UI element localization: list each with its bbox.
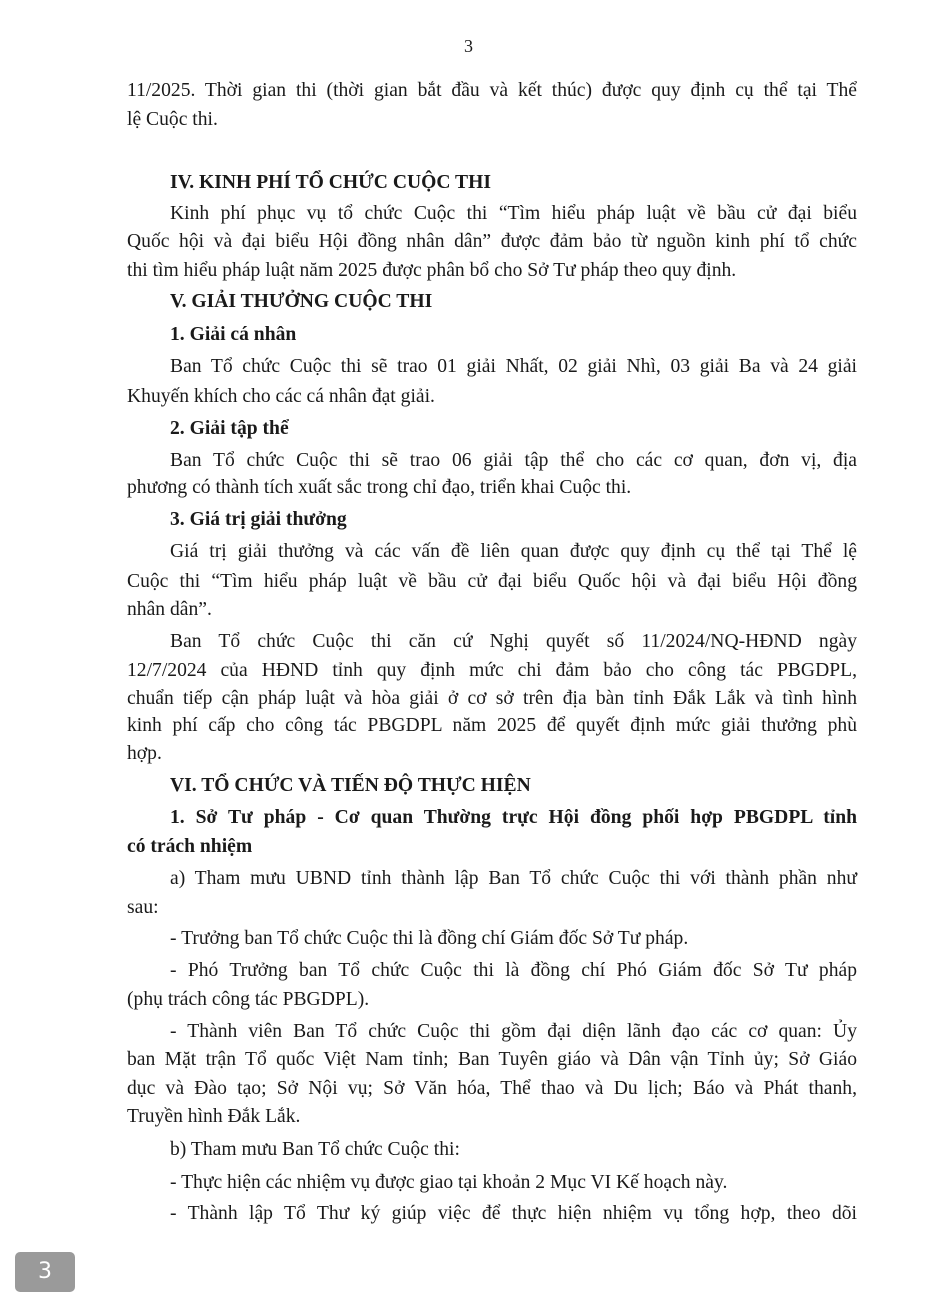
text-line: Ban Tổ chức Cuộc thi căn cứ Nghị quyết số 11/2024/NQ-HĐND ngày [170, 631, 857, 652]
section-heading-vi: VI. TỔ CHỨC VÀ TIẾN ĐỘ THỰC HIỆN [170, 775, 531, 796]
text-line: Khuyến khích cho các cá nhân đạt giải. [127, 386, 435, 407]
text-line: (phụ trách công tác PBGDPL). [127, 989, 370, 1010]
text-line: Quốc hội và đại biểu Hội đồng nhân dân” được đảm bảo từ nguồn kinh phí tổ chức [127, 231, 857, 252]
text-line: 12/7/2024 của HĐND tỉnh quy định mức chi đảm bảo cho công tác PBGDPL, [127, 660, 857, 681]
text-line: chuẩn tiếp cận pháp luật và hòa giải ở cơ sở trên địa bàn tỉnh Đắk Lắk và tình hình [127, 688, 857, 709]
text-line: thi tìm hiểu pháp luật năm 2025 được phân bổ cho Sở Tư pháp theo quy định. [127, 260, 737, 281]
text-line: 11/2025. Thời gian thi (thời gian bắt đầu và kết thúc) được quy định cụ thể tại Thể [127, 80, 857, 101]
text-line: phương có thành tích xuất sắc trong chỉ đạo, triển khai Cuộc thi. [127, 477, 632, 498]
text-line: nhân dân”. [127, 599, 212, 620]
text-line: Kinh phí phục vụ tổ chức Cuộc thi “Tìm hiểu pháp luật về bầu cử đại biểu [170, 203, 857, 224]
page-number: 3 [464, 36, 473, 56]
text-line: - Thực hiện các nhiệm vụ được giao tại khoản 2 Mục VI Kế hoạch này. [170, 1172, 728, 1193]
text-line: - Thành viên Ban Tổ chức Cuộc thi gồm đại diện lãnh đạo các cơ quan: Ủy [170, 1021, 857, 1042]
text-line: ban Mặt trận Tổ quốc Việt Nam tỉnh; Ban Tuyên giáo và Dân vận Tỉnh ủy; Sở Giáo [127, 1049, 857, 1070]
text-line: lệ Cuộc thi. [127, 109, 218, 130]
text-line: b) Tham mưu Ban Tổ chức Cuộc thi: [170, 1139, 460, 1160]
text-line: kinh phí cấp cho công tác PBGDPL năm 2025 để quyết định mức giải thưởng phù [127, 715, 857, 736]
text-line: Ban Tổ chức Cuộc thi sẽ trao 06 giải tập thể cho các cơ quan, đơn vị, địa [170, 450, 857, 471]
subheading-vi1: 1. Sở Tư pháp - Cơ quan Thường trực Hội đồng phối hợp PBGDPL tỉnh [170, 807, 857, 828]
text-line: Cuộc thi “Tìm hiểu pháp luật về bầu cử đại biểu Quốc hội và đại biểu Hội đồng [127, 571, 857, 592]
text-line: hợp. [127, 743, 162, 764]
text-line: - Phó Trưởng ban Tổ chức Cuộc thi là đồng chí Phó Giám đốc Sở Tư pháp [170, 960, 857, 981]
text-line: - Trưởng ban Tổ chức Cuộc thi là đồng chí Giám đốc Sở Tư pháp. [170, 928, 689, 949]
text-line: Truyền hình Đắk Lắk. [127, 1106, 301, 1127]
text-line: a) Tham mưu UBND tỉnh thành lập Ban Tổ chức Cuộc thi với thành phần như [170, 868, 857, 889]
subheading-vi1-cont: có trách nhiệm [127, 836, 253, 857]
text-line: dục và Đào tạo; Sở Nội vụ; Sở Văn hóa, Thể thao và Du lịch; Báo và Phát thanh, [127, 1078, 857, 1099]
section-heading-v: V. GIẢI THƯỞNG CUỘC THI [170, 291, 433, 312]
page-badge[interactable]: 3 [15, 1252, 75, 1292]
text-line: Ban Tổ chức Cuộc thi sẽ trao 01 giải Nhất, 02 giải Nhì, 03 giải Ba và 24 giải [170, 356, 857, 377]
subheading-v1: 1. Giải cá nhân [170, 324, 297, 345]
subheading-v3: 3. Giá trị giải thưởng [170, 509, 347, 530]
text-line: - Thành lập Tổ Thư ký giúp việc để thực hiện nhiệm vụ tổng hợp, theo dõi [170, 1203, 857, 1224]
subheading-v2: 2. Giải tập thể [170, 418, 289, 439]
text-line: sau: [127, 897, 159, 918]
section-heading-iv: IV. KINH PHÍ TỔ CHỨC CUỘC THI [170, 172, 491, 193]
text-line: Giá trị giải thưởng và các vấn đề liên quan được quy định cụ thể tại Thể lệ [170, 541, 857, 562]
